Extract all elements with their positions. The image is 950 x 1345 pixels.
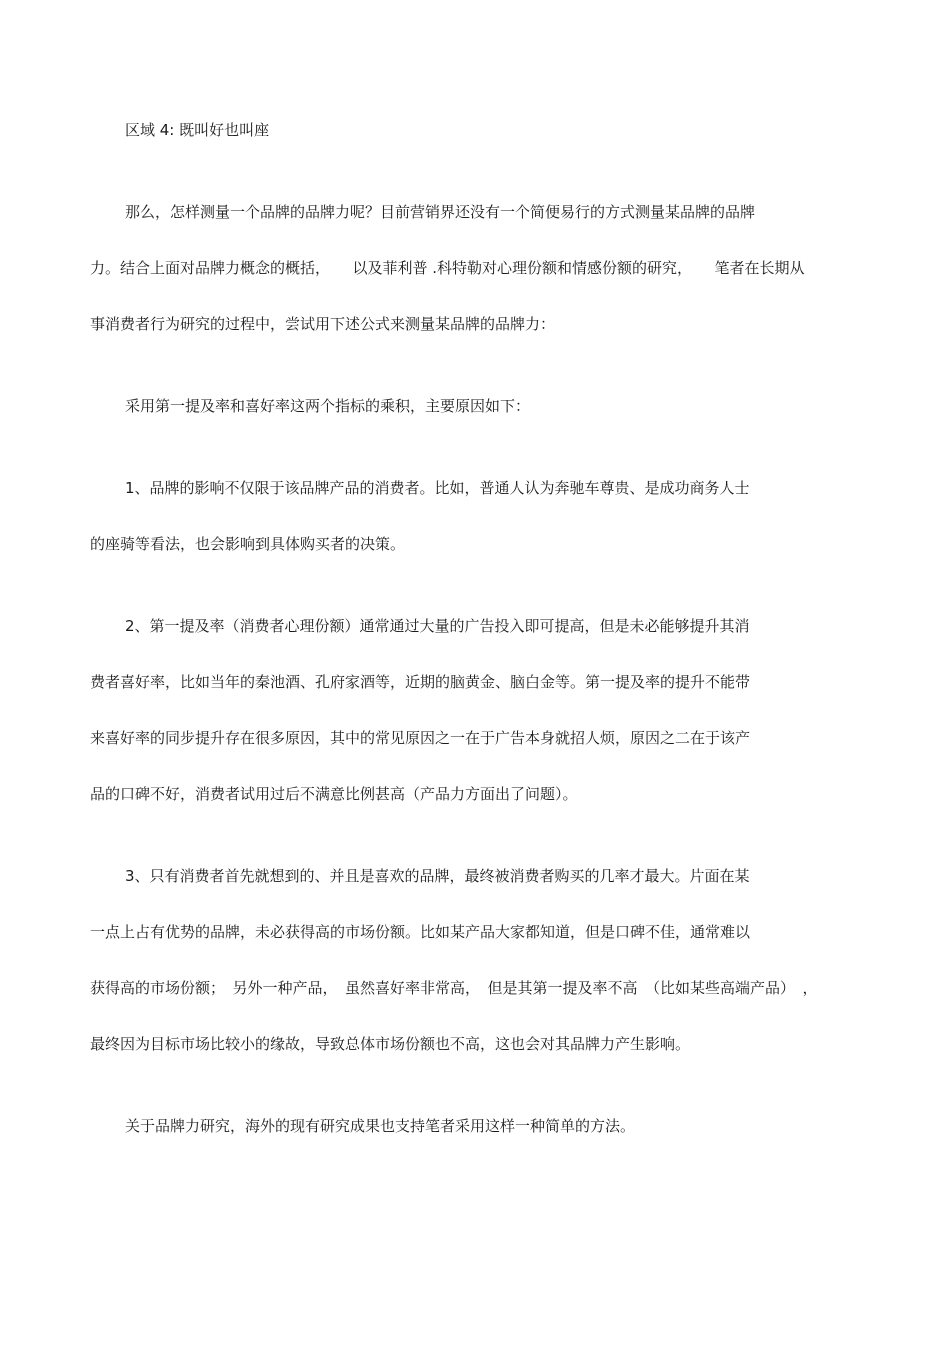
text-line: 获得高的市场份额； 另外一种产品， 虽然喜好率非常高， 但是其第一提及率不高 （比如某些高端产品） ， (90, 979, 818, 997)
text-line: 1、品牌的影响不仅限于该品牌产品的消费者。比如，普通人认为奔驰车尊贵、是成功商务人士 (125, 479, 750, 497)
text-line: 最终因为目标市场比较小的缘故，导致总体市场份额也不高，这也会对其品牌力产生影响。 (90, 1035, 691, 1053)
text-line: 的座骑等看法，也会影响到具体购买者的决策。 (90, 535, 406, 553)
text-line: 来喜好率的同步提升存在很多原因，其中的常见原因之一在于广告本身就招人烦，原因之二在于该产 (90, 729, 751, 747)
section-heading: 区域 4: 既叫好也叫座 (125, 121, 270, 139)
text-line: 2、第一提及率（消费者心理份额）通常通过大量的广告投入即可提高，但是未必能够提升其消 (125, 617, 750, 635)
text-line: 费者喜好率，比如当年的秦池酒、孔府家酒等，近期的脑黄金、脑白金等。第一提及率的提升不能带 (90, 673, 751, 691)
text-line: 3、只有消费者首先就想到的、并且是喜欢的品牌，最终被消费者购买的几率才最大。片面在某 (125, 867, 750, 885)
text-line: 那么，怎样测量一个品牌的品牌力呢？目前营销界还没有一个简便易行的方式测量某品牌的品牌 (125, 203, 756, 221)
text-line: 关于品牌力研究，海外的现有研究成果也支持笔者采用这样一种简单的方法。 (125, 1117, 636, 1135)
text-line: 力。结合上面对品牌力概念的概括， 以及菲利普 .科特勒对心理份额和情感份额的研究， 笔者在长期从 (90, 259, 805, 277)
text-line: 一点上占有优势的品牌，未必获得高的市场份额。比如某产品大家都知道，但是口碑不佳，通常难以 (90, 923, 751, 941)
text-line: 事消费者行为研究的过程中，尝试用下述公式来测量某品牌的品牌力： (90, 315, 556, 333)
text-line: 采用第一提及率和喜好率这两个指标的乘积，主要原因如下： (125, 397, 531, 415)
text-line: 品的口碑不好，消费者试用过后不满意比例甚高（产品力方面出了问题）。 (90, 785, 578, 803)
